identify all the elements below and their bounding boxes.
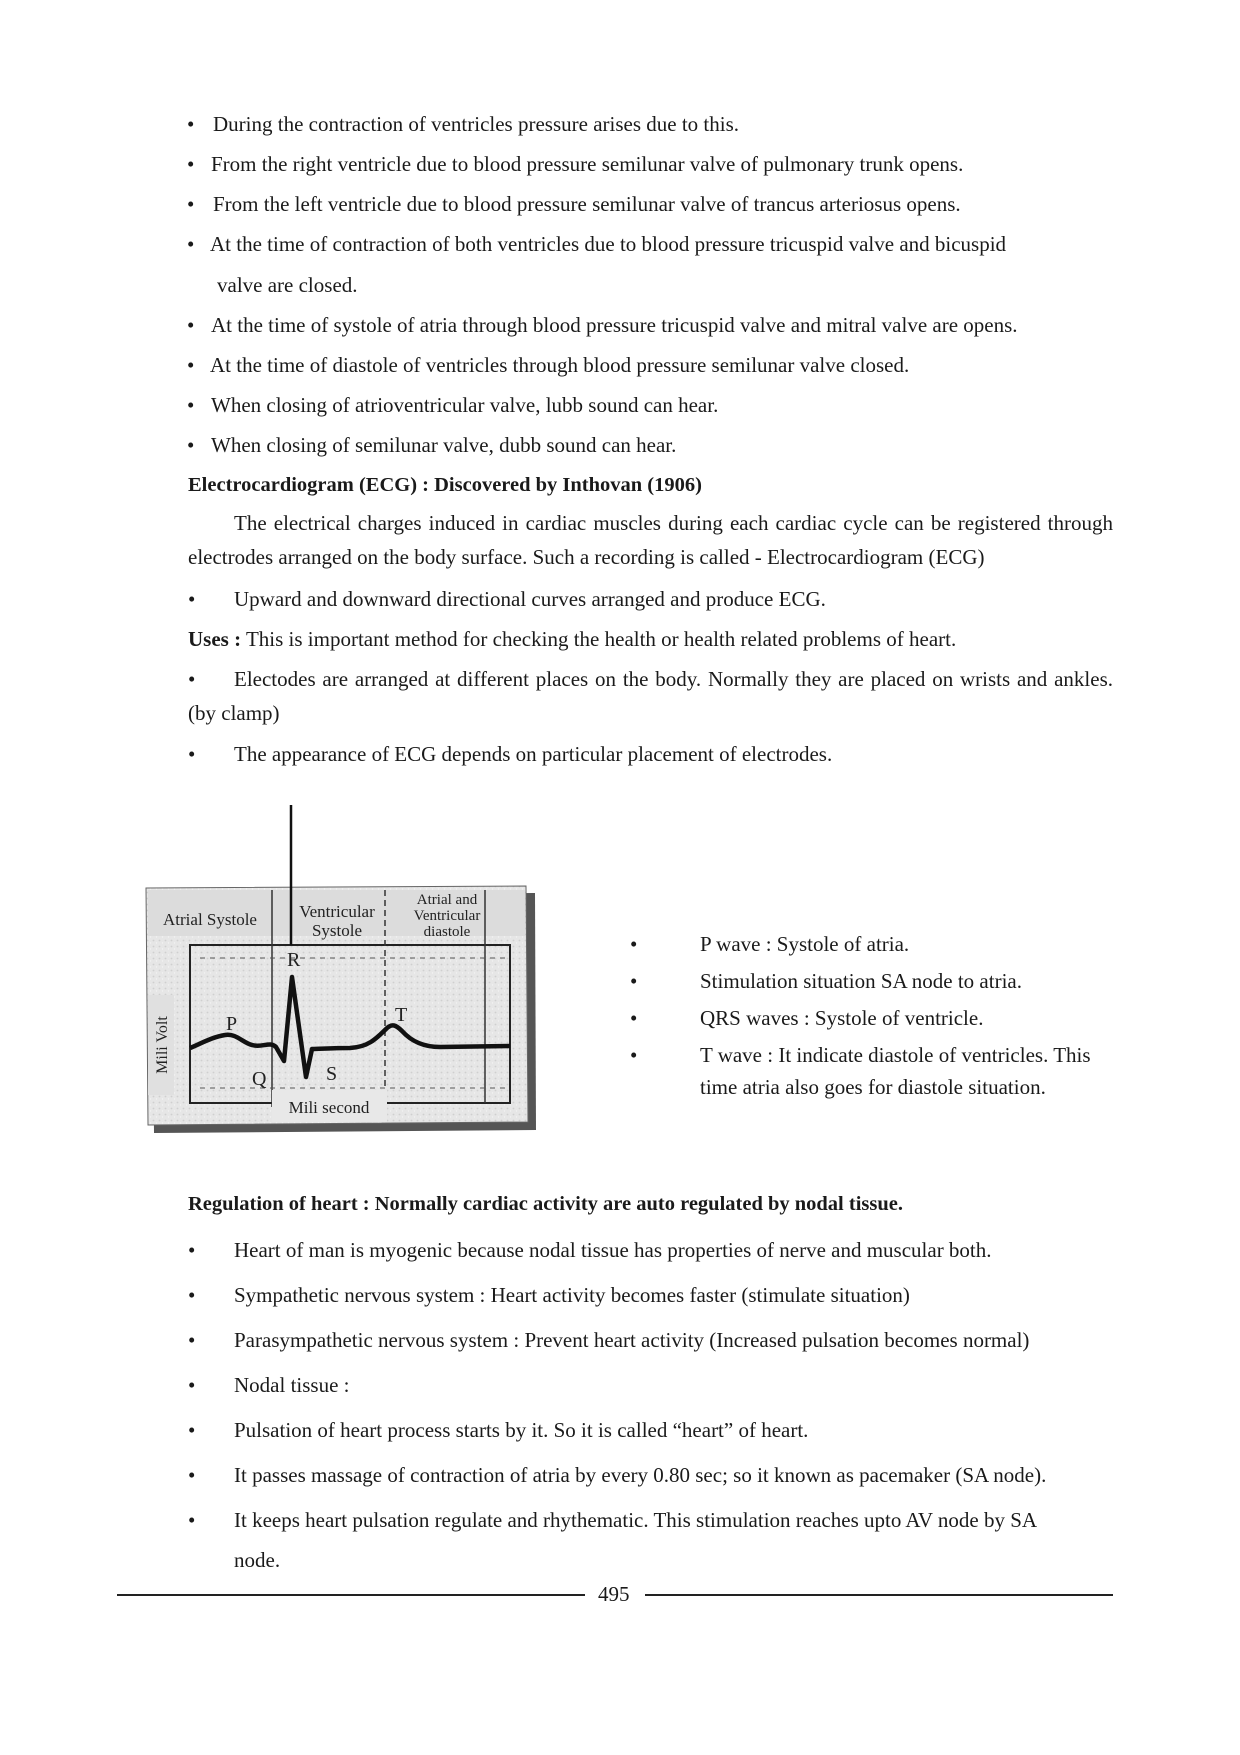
uses-line: [188, 625, 956, 653]
bullet-marker: •: [630, 932, 638, 956]
bullet-marker: •: [187, 433, 195, 457]
wave-letter-r: R: [287, 949, 301, 971]
bullet-marker: •: [630, 1043, 638, 1067]
regulation-bullet-7: It keeps heart pulsation regulate and rhythematic. This stimulation reaches upto AV node by SA: [234, 1508, 1038, 1532]
y-axis-label: Mili Volt: [154, 1016, 171, 1074]
bullet-marker: •: [188, 587, 196, 611]
label-ventricular-systole-1: Ventricular: [299, 902, 375, 921]
electrodes-bullet: Electodes are arranged at different places on the body. Normally they are placed on wrists and ankles. (by clamp): [188, 667, 1113, 725]
top-bullet-8: When closing of semilunar valve, dubb sound can hear.: [211, 433, 677, 457]
ecg-heading: Electrocardiogram (ECG) : Discovered by Inthovan (1906): [188, 474, 702, 496]
regulation-bullet-4: Nodal tissue :: [234, 1373, 350, 1397]
label-av-diastole-2: Ventricular: [413, 908, 481, 924]
bullet-marker: •: [188, 1463, 196, 1487]
bullet-marker: •: [188, 1283, 196, 1307]
wave-bullet-t: T wave : It indicate diastole of ventricles. This: [700, 1043, 1091, 1067]
top-bullet-5: At the time of systole of atria through blood pressure tricuspid valve and mitral valve are opens.: [211, 313, 1018, 337]
ecg-paragraph: The electrical charges induced in cardiac muscles during each cardiac cycle can be registered through electrodes arranged on the body surface. Such a recording is called - Electrocardiogram (ECG): [188, 511, 1113, 569]
wave-bullet-sa: Stimulation situation SA node to atria.: [700, 969, 1022, 993]
bullet-marker: •: [630, 1006, 638, 1030]
uses-label: Uses :: [188, 627, 242, 651]
page-number: 495: [598, 1582, 630, 1606]
wave-letter-p: P: [226, 1013, 238, 1035]
regulation-bullet-1: Heart of man is myogenic because nodal tissue has properties of nerve and muscular both.: [234, 1238, 992, 1262]
bullet-marker: •: [188, 1373, 196, 1397]
bullet-marker: •: [188, 667, 196, 691]
wave-bullet-t-continued: time atria also goes for diastole situation.: [700, 1075, 1046, 1099]
regulation-bullet-5: Pulsation of heart process starts by it. So it is called “heart” of heart.: [234, 1418, 809, 1442]
regulation-bullet-7-continued: node.: [234, 1548, 281, 1572]
appearance-bullet: The appearance of ECG depends on particular placement of electrodes.: [234, 742, 833, 766]
uses-text: This is important method for checking the health or health related problems of heart.: [241, 627, 957, 651]
x-axis-label: Mili second: [288, 1098, 370, 1117]
bullet-marker: •: [188, 1238, 196, 1262]
bullet-marker: •: [188, 742, 196, 766]
bullet-marker: •: [630, 969, 638, 993]
bullet-marker: •: [187, 393, 195, 417]
ecg-bullet-curves: Upward and downward directional curves arranged and produce ECG.: [234, 587, 826, 611]
regulation-bullet-2: Sympathetic nervous system : Heart activity becomes faster (stimulate situation): [234, 1283, 910, 1307]
footer-rule-right: [645, 1594, 1113, 1596]
ecg-diagram: [140, 795, 540, 1140]
top-bullet-1: During the contraction of ventricles pressure arises due to this.: [213, 112, 740, 136]
wave-bullet-p: P wave : Systole of atria.: [700, 932, 910, 956]
wave-letter-s: S: [326, 1063, 338, 1085]
regulation-bullet-3: Parasympathetic nervous system : Prevent heart activity (Increased pulsation becomes normal): [234, 1328, 1030, 1352]
top-bullet-4: At the time of contraction of both ventricles due to blood pressure tricuspid valve and bicuspid: [210, 232, 1007, 256]
regulation-heading: Regulation of heart : Normally cardiac activity are auto regulated by nodal tissue.: [188, 1193, 903, 1215]
wave-bullet-qrs: QRS waves : Systole of ventricle.: [700, 1006, 984, 1030]
footer-rule-left: [117, 1594, 585, 1596]
label-av-diastole-1: Atrial and: [416, 892, 478, 908]
wave-letter-t: T: [395, 1004, 408, 1026]
bullet-marker: •: [187, 112, 195, 136]
top-bullet-4-continued: valve are closed.: [217, 273, 358, 297]
bullet-marker: •: [188, 1328, 196, 1352]
top-bullet-7: When closing of atrioventricular valve, lubb sound can hear.: [211, 393, 719, 417]
wave-letter-q: Q: [252, 1068, 267, 1090]
regulation-bullet-6: It passes massage of contraction of atria by every 0.80 sec; so it known as pacemaker (SA node).: [234, 1463, 1047, 1487]
bullet-marker: •: [188, 1508, 196, 1532]
top-bullet-6: At the time of diastole of ventricles through blood pressure semilunar valve closed.: [210, 353, 910, 377]
bullet-marker: •: [187, 192, 195, 216]
bullet-marker: •: [187, 232, 195, 256]
top-bullet-3: From the left ventricle due to blood pressure semilunar valve of trancus arteriosus opens.: [213, 192, 961, 216]
label-ventricular-systole-2: Systole: [311, 921, 363, 940]
label-atrial-systole: Atrial Systole: [163, 910, 257, 929]
label-av-diastole-3: diastole: [423, 924, 471, 940]
bullet-marker: •: [187, 152, 195, 176]
top-bullet-2: From the right ventricle due to blood pressure semilunar valve of pulmonary trunk opens.: [211, 152, 964, 176]
bullet-marker: •: [188, 1418, 196, 1442]
bullet-marker: •: [187, 353, 195, 377]
bullet-marker: •: [187, 313, 195, 337]
